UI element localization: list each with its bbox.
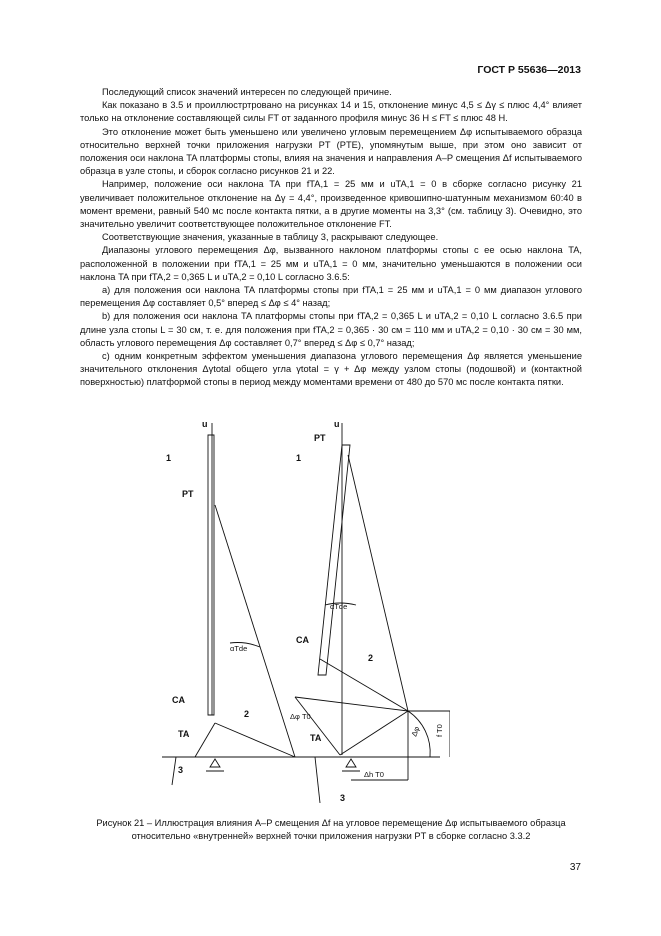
paragraph: Как показано в 3.5 и проиллюстртровано на рисунках 14 и 15, отклонение минус 4,5 ≤ Δγ ≤ плюс 4,4° влияет только на отклонение составляющей силы FT от заданного профиля минус 36 Н ≤ FT ≤ плюс 48 Н. — [80, 100, 582, 124]
paragraph: b) для положения оси наклона TA платформы стопы при fTA,2 = 0,365 L и uTA,2 = 0,10 L согласно 3.6.5 при длине узла стопы L = 30 см, т. е. для положения при fTA,2 = 0,365 · 30 см = 110 мм и uTA,2 = 0,10 · 30 см = 30 мм, область углового перемещения Δφ составляет 0,7° вперед ≤ Δφ ≤ 0,7° назад; — [80, 311, 582, 348]
dphi-arc-label: Δφ — [409, 725, 422, 738]
pt-label-left: PT — [182, 489, 194, 499]
ca-label-right: CA — [296, 635, 309, 645]
label-3-right: 3 — [340, 793, 346, 803]
body-text — [80, 86, 582, 390]
pt-label-right: PT — [314, 433, 326, 443]
alpha-label-right: αTde — [330, 602, 348, 611]
pivot-left — [210, 759, 220, 767]
dphi-label: Δφ T0 — [290, 712, 311, 721]
alpha-label-left: αTde — [230, 644, 248, 653]
ta-label-right: TA — [310, 733, 322, 743]
paragraph: Последующий список значений интересен по следующей причине. — [102, 87, 392, 97]
u-label-right: u — [334, 419, 340, 429]
f-label: f T0 — [435, 724, 444, 737]
dh-label: Δh T0 — [364, 770, 384, 779]
figure-21-diagram — [150, 415, 450, 815]
paragraph: c) одним конкретным эффектом уменьшения диапазона углового перемещения Δφ является уменьшение значительного отклонения Δγtotal общего угла γtotal = γ + Δφ между узлом стопы (подошвой) и (контактной поверхностью) платформой стопы в период между моментами времени от 480 до 570 мс после контакта пятки. — [80, 351, 582, 388]
label-2-right: 2 — [368, 653, 374, 663]
label-1-right: 1 — [296, 453, 302, 463]
figure-caption: Рисунок 21 – Иллюстрация влияния A–P смещения Δf на угловое перемещение Δφ испытываемого образца относительно «внутренней» верхней точки приложения нагрузки PT в сборке согласно 3.3.2 — [96, 818, 566, 841]
document-header: ГОСТ Р 55636—2013 — [477, 64, 581, 76]
paragraph: Диапазоны углового перемещения Δφ, вызванного наклоном платформы стопы с ее осью наклона TA, расположенной в положении при fTA,1 = 25 мм и uTA,1 = 0 мм, значительно уменьшаются в положении оси наклона TA при fTA,2 = 0,365 L и uTA,2 = 0,10 L согласно 3.6.5: — [80, 245, 582, 282]
pylon-right — [318, 445, 350, 675]
ta-label-left: TA — [178, 729, 190, 739]
pivot-right — [346, 759, 356, 767]
load-line-right — [348, 455, 408, 711]
u-label-left: u — [202, 419, 208, 429]
load-line-left — [215, 505, 295, 757]
paragraph: Это отклонение может быть уменьшено или увеличено угловым перемещением Δφ испытываемого образца относительно верхней точки приложения нагрузки PT (PTE), упомянутым выше, при этом оно зависит от положения оси наклона TA платформы стопы, влияя на значения и направления A–P смещения Δf испытываемого образца в узле стопы, и сборок согласно рисунков 21 и 22. — [80, 126, 582, 177]
page-number: 37 — [569, 862, 581, 873]
pylon-left — [208, 435, 214, 715]
label-2-left: 2 — [244, 709, 250, 719]
label-1-left: 1 — [166, 453, 172, 463]
label-3-left: 3 — [178, 765, 184, 775]
paragraph: a) для положения оси наклона TA платформы стопы при fTA,1 = 25 мм и uTA,1 = 0 мм диапазон углового перемещения Δφ составляет 0,5° вперед ≤ Δφ ≤ 4° назад; — [80, 285, 582, 309]
paragraph: Например, положение оси наклона TA при fTA,1 = 25 мм и uTA,1 = 0 в сборке согласно рисунку 21 увеличивает положительное отклонение на Δγ = 4,4°, произведенное кривошипно-шатунным механизмом 60:40 в момент времени, равный 540 мс после контакта пятки, а в другие моменты на 3,3° (см. таблицу 3). Очевидно, это значительно увеличит соответствующее положительное отклонение FT. — [80, 179, 582, 230]
ca-label-left: CA — [172, 695, 185, 705]
paragraph: Соответствующие значения, указанные в таблицу 3, раскрывают следующее. — [102, 232, 439, 243]
